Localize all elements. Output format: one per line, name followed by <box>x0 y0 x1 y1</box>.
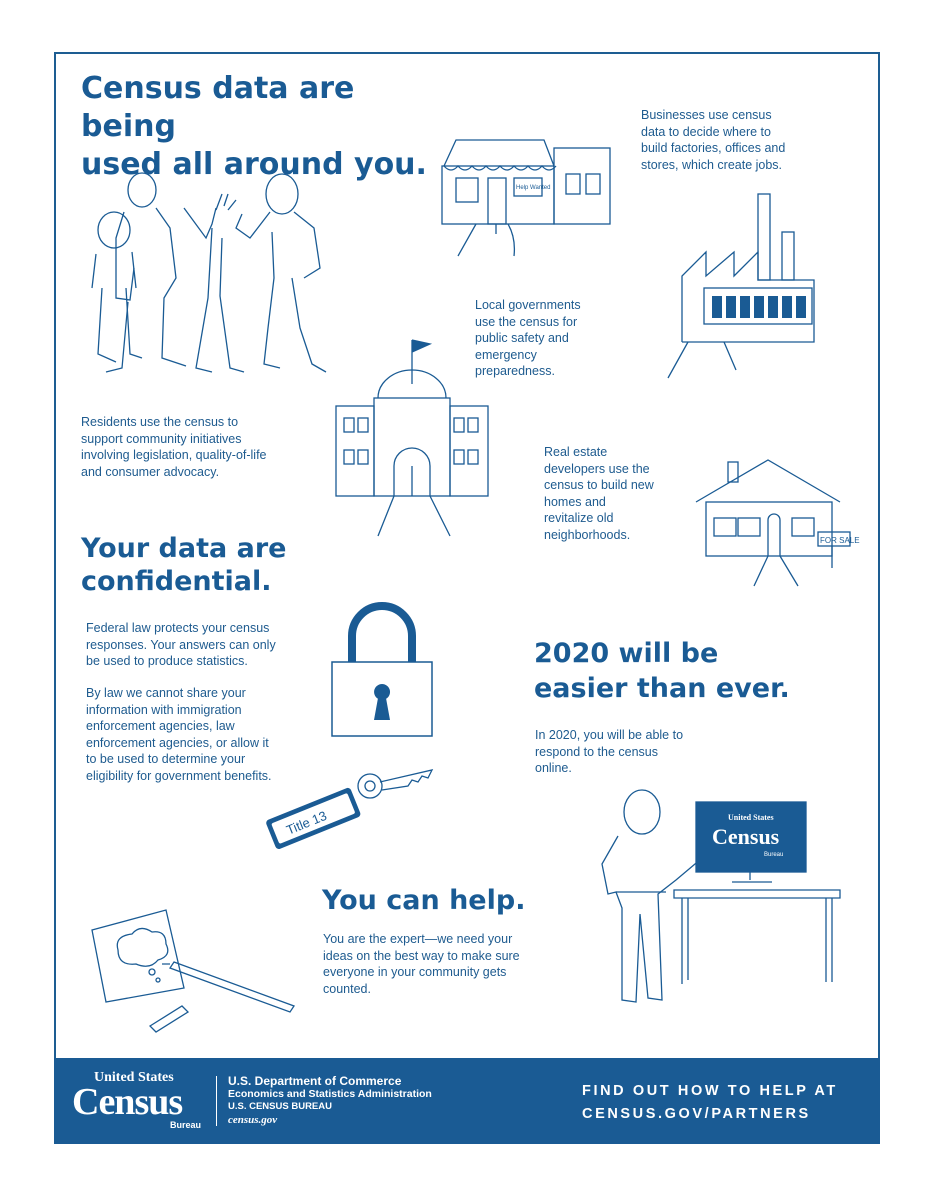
factory-illustration <box>664 192 824 382</box>
heading-all-around: Census data are being used all around you. <box>81 71 427 182</box>
department-name: U.S. Department of Commerce <box>228 1074 402 1088</box>
by-law-text: By law we cannot share your information with immigration enforcement agencies, law enforcement agencies, or allow it to be used to determine your eligibility for government benefits. <box>86 686 272 783</box>
heading-confidential: Your data are confidential. <box>81 533 287 597</box>
call-to-action <box>582 1080 838 1126</box>
house-illustration <box>694 458 864 588</box>
storefront-illustration <box>436 138 616 258</box>
logo-united-states: United States <box>94 1070 174 1085</box>
federal-law-text: Federal law protects your census responses. Your answers can only be used to produce statistics. <box>86 621 276 668</box>
footer <box>54 1058 880 1144</box>
note-and-pen-illustration <box>90 908 306 1036</box>
title-13-key-illustration <box>262 756 442 866</box>
bureau-name: U.S. CENSUS BUREAU <box>228 1101 332 1112</box>
cta-partners-link[interactable]: CENSUS.GOV/PARTNERS <box>582 1106 811 1122</box>
monitor-census-label: Census <box>712 824 780 849</box>
census-logo[interactable] <box>72 1070 212 1134</box>
person-at-computer-illustration <box>596 784 846 1006</box>
business-text: Businesses use census data to decide where to build factories, offices and stores, which create jobs. <box>641 108 786 172</box>
monitor-us-label: United States <box>728 813 774 822</box>
for-sale-sign: FOR SALE <box>820 536 860 545</box>
local-government-text: Local governments use the census for public safety and emergency preparedness. <box>475 298 581 378</box>
residents-text: Residents use the census to support community initiatives involving legislation, quality-of-life and consumer advocacy. <box>81 415 267 479</box>
expert-text: You are the expert—we need your ideas on the best way to make sure everyone in your community gets counted. <box>323 932 520 996</box>
heading-easier: 2020 will be easier than ever. <box>534 638 790 704</box>
census-gov-link[interactable]: census.gov <box>228 1114 278 1126</box>
family-illustration <box>86 168 346 380</box>
footer-divider <box>216 1076 217 1126</box>
padlock-illustration <box>328 600 438 740</box>
help-wanted-sign: Help Wanted <box>516 185 551 191</box>
cta-line-1: FIND OUT HOW TO HELP AT <box>582 1083 838 1099</box>
logo-bureau: Bureau <box>170 1120 202 1130</box>
real-estate-text: Real estate developers use the census to build new homes and revitalize old neighborhoods. <box>544 445 654 542</box>
department-block <box>228 1074 432 1127</box>
monitor-bureau-label: Bureau <box>764 852 784 858</box>
heading-you-can-help: You can help. <box>322 885 526 916</box>
online-text: In 2020, you will be able to respond to the census online. <box>535 728 684 775</box>
administration-name: Economics and Statistics Administration <box>228 1088 432 1100</box>
government-building-illustration <box>334 336 494 538</box>
logo-census: Census <box>72 1081 183 1123</box>
title-13-tag: Title 13 <box>284 807 329 838</box>
